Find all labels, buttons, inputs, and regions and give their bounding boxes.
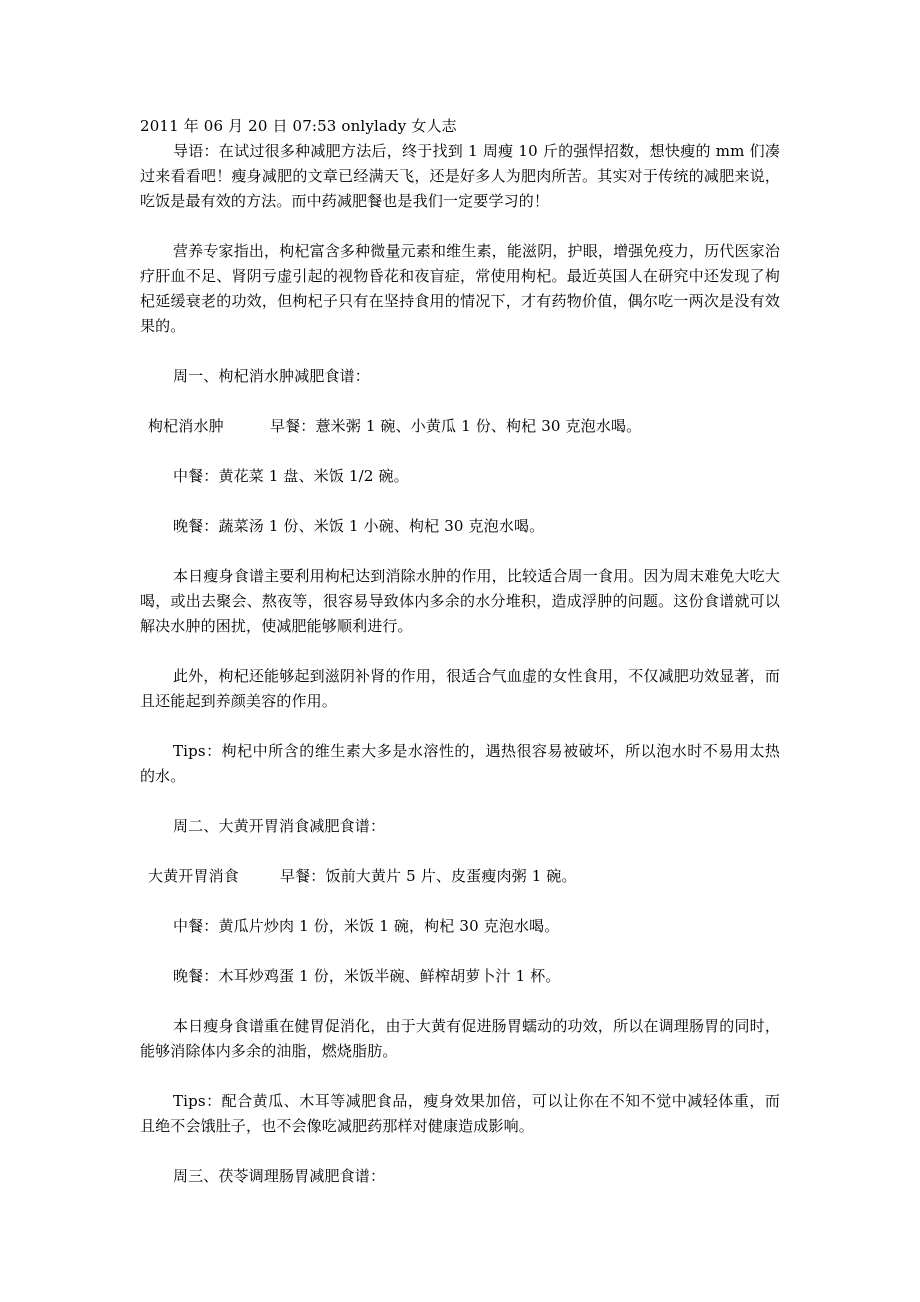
day2-dinner: 晚餐：木耳炒鸡蛋 1 份，米饭半碗、鲜榨胡萝卜汁 1 杯。: [173, 967, 561, 985]
expert-paragraph: 营养专家指出，枸杞富含多种微量元素和维生素，能滋阴，护眼，增强免疫力，历代医家治疗肝血不足、肾阴亏虚引起的视物昏花和夜盲症，常使用枸杞。最近英国人在研究中还发现了枸杞延缓衰老的功效，但枸杞子只有在坚持食用的情况下，才有药物价值，偶尔吃一两次是没有效果的。: [140, 242, 780, 335]
day2-lunch: 中餐：黄瓜片炒肉 1 份，米饭 1 碗，枸杞 30 克泡水喝。: [173, 917, 560, 935]
article-meta: 2011 年 06 月 20 日 07:53 onlylady 女人志: [140, 117, 457, 135]
day1-description-extra: 此外，枸杞还能够起到滋阴补肾的作用，很适合气血虚的女性食用，不仅减肥功效显著，而且还能起到养颜美容的作用。: [140, 667, 780, 710]
day2-description: 本日瘦身食谱重在健胃促消化，由于大黄有促进肠胃蠕动的功效，所以在调理肠胃的同时，能够消除体内多余的油脂，燃烧脂肪。: [140, 1017, 780, 1060]
day1-lunch: 中餐：黄花菜 1 盘、米饭 1/2 碗。: [173, 467, 409, 485]
day2-heading: 周二、大黄开胃消食减肥食谱：: [173, 817, 386, 835]
day2-tips: Tips：配合黄瓜、木耳等减肥食品，瘦身效果加倍，可以让你在不知不觉中减轻体重，而且绝不会饿肚子，也不会像吃减肥药那样对健康造成影响。: [140, 1092, 780, 1135]
day1-dinner: 晚餐：蔬菜汤 1 份、米饭 1 小碗、枸杞 30 克泡水喝。: [173, 517, 545, 535]
day2-breakfast: 早餐：饭前大黄片 5 片、皮蛋瘦肉粥 1 碗。: [280, 867, 577, 885]
day1-heading: 周一、枸杞消水肿减肥食谱：: [173, 367, 370, 385]
day1-breakfast: 早餐：薏米粥 1 碗、小黄瓜 1 份、枸杞 30 克泡水喝。: [270, 417, 642, 435]
day1-description: 本日瘦身食谱主要利用枸杞达到消除水肿的作用，比较适合周一食用。因为周末难免大吃大喝，或出去聚会、熬夜等，很容易导致体内多余的水分堆积，造成浮肿的问题。这份食谱就可以解决水肿的困扰，使减肥能够顺利进行。: [140, 567, 780, 635]
day1-recipe-label: 枸杞消水肿: [148, 417, 224, 435]
day2-breakfast-row: [148, 864, 780, 889]
day1-breakfast-row: [148, 414, 780, 439]
intro-paragraph: 导语：在试过很多种减肥方法后，终于找到 1 周瘦 10 斤的强悍招数，想快瘦的 mm 们凑过来看看吧！瘦身减肥的文章已经满天飞，还是好多人为肥肉所苦。其实对于传统的减肥来说，吃饭是最有效的方法。而中药减肥餐也是我们一定要学习的！: [140, 142, 780, 210]
day3-heading: 周三、茯苓调理肠胃减肥食谱：: [173, 1167, 386, 1185]
day1-tips: Tips：枸杞中所含的维生素大多是水溶性的，遇热很容易被破坏，所以泡水时不易用太热的水。: [140, 742, 780, 785]
day2-recipe-label: 大黄开胃消食: [148, 867, 239, 885]
article-body: [140, 114, 780, 1189]
